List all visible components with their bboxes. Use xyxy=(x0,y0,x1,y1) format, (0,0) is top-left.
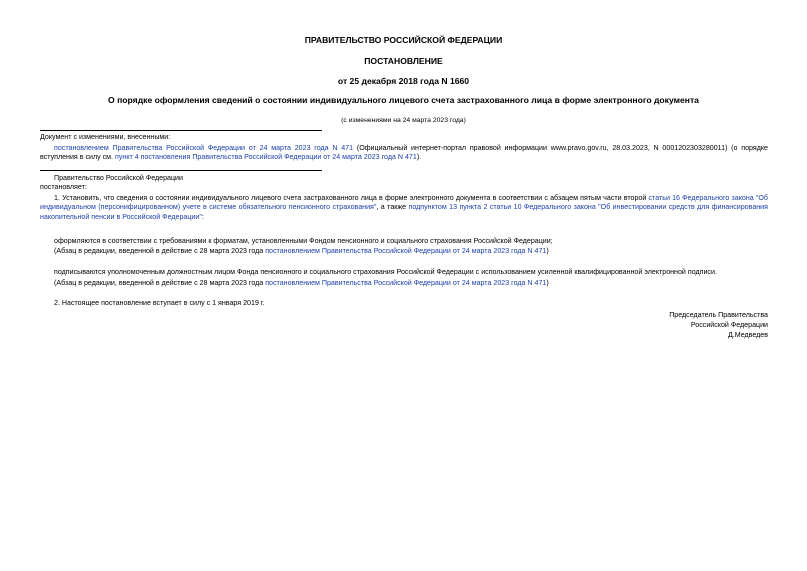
paragraph-4: 2. Настоящее постановление вступает в силу с 1 января 2019 г. xyxy=(54,299,265,307)
divider-bottom xyxy=(40,170,322,171)
divider-top xyxy=(40,130,322,131)
government-title: ПРАВИТЕЛЬСТВО РОССИЙСКОЙ ФЕДЕРАЦИИ xyxy=(304,35,503,45)
signature-position: Председатель Правительства xyxy=(669,311,768,319)
paragraph-2-note: (Абзац в редакции, введенной в действие с 28 марта 2023 года постановлением Правительства Российской Федерации от 24 марта 2023 года N 471) xyxy=(54,247,549,255)
document-type: ПОСТАНОВЛЕНИЕ xyxy=(364,56,443,66)
government-name: Правительство Российской Федерации xyxy=(54,174,183,182)
signature-country: Российской Федерации xyxy=(690,321,768,329)
p1-text-3: : xyxy=(201,212,204,221)
p3-note-link[interactable]: постановлением Правительства Российской Федерации от 24 марта 2023 года N 471 xyxy=(265,279,547,287)
amendment-link[interactable]: постановлением Правительства Российской Федерации от 24 марта 2023 года N 471 xyxy=(54,144,354,152)
p1-text-2: , а также xyxy=(376,203,409,212)
changes-text: (Официальный интернет-портал правовой информации www.pravo.gov.ru, 28.03.2023, N 0001202303280011) (о порядке вступления в силу см. xyxy=(40,144,768,162)
law-article-16-link[interactable]: статьи 16 Федерального закона "Об индивидуальном (персонифицированном) учете в системе обязательного пенсионного страхования" xyxy=(40,194,768,212)
date-number: от 25 декабря 2018 года N 1660 xyxy=(337,76,470,86)
paragraph-3: подписываются уполномоченным должностным лицом Фонда пенсионного и социального страхования Российской Федерации с использованием усиленной квалифицированной электронной подписи. xyxy=(54,268,717,276)
p1-text: 1. Установить, что сведения о состоянии индивидуального лицевого счета застрахованного лица в форме электронного документа в соответствии с абзацем пятым части второй xyxy=(54,194,649,202)
entry-into-force-link[interactable]: пункт 4 постановления Правительства Российской Федерации от 24 марта 2023 года N 471 xyxy=(115,153,417,162)
changes-text-end: ). xyxy=(416,153,422,162)
changes-paragraph xyxy=(40,144,768,163)
decides: постановляет: xyxy=(40,183,87,191)
p2-note-link[interactable]: постановлением Правительства Российской Федерации от 24 марта 2023 года N 471 xyxy=(265,247,547,255)
paragraph-2: оформляются в соответствии с требованиями к форматам, установленными Фондом пенсионного и социального страхования Российской Федерации; xyxy=(54,237,553,245)
law-article-10-link[interactable]: подпунктом 13 пункта 2 статьи 10 Федерального закона "Об инвестировании средств для финансирования накопительной пенсии в Российской Федерации" xyxy=(40,203,768,221)
document-subject: О порядке оформления сведений о состоянии индивидуального лицевого счета застрахованного лица в форме электронного документа xyxy=(108,95,699,105)
paragraph-3-note: (Абзац в редакции, введенной в действие с 28 марта 2023 года постановлением Правительства Российской Федерации от 24 марта 2023 года N 471) xyxy=(54,279,549,287)
amendment-note: (с изменениями на 24 марта 2023 года) xyxy=(341,117,466,124)
signature-name: Д.Медведев xyxy=(727,331,768,339)
changes-intro: Документ с изменениями, внесенными: xyxy=(40,133,171,141)
paragraph-1 xyxy=(40,194,768,222)
